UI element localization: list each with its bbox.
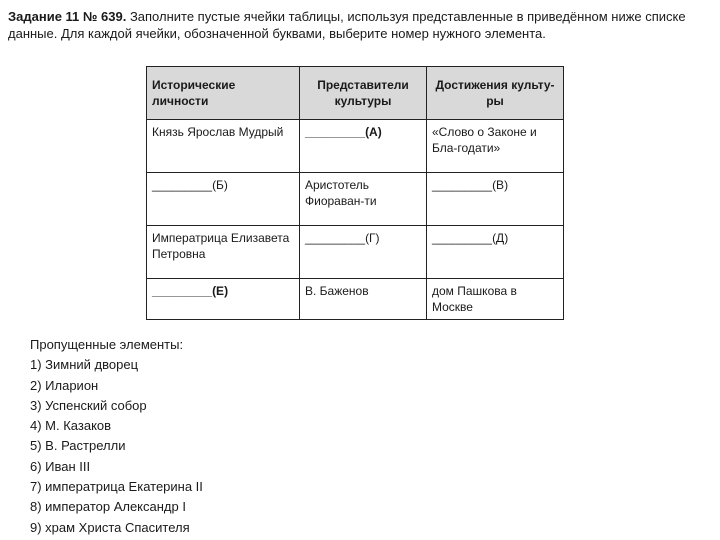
table-cell: Императрица Елизавета Петровна <box>147 226 300 279</box>
table-cell: Аристотель Фиораван-ти <box>300 173 427 226</box>
blank-cell-v[interactable]: _________(В) <box>427 173 564 226</box>
table-header-row <box>147 67 564 120</box>
header-historical-figures: Исторические личности <box>147 67 300 120</box>
table-row <box>147 173 564 226</box>
header-cultural-achievements: Достижения культу-ры <box>427 67 564 120</box>
table-cell: В. Баженов <box>300 279 427 320</box>
list-item: 7) императрица Екатерина II <box>30 479 203 495</box>
table-row <box>147 226 564 279</box>
table-cell: «Слово о Законе и Бла-годати» <box>427 120 564 173</box>
blank-cell-g[interactable]: _________(Г) <box>300 226 427 279</box>
list-item: 2) Иларион <box>30 377 99 393</box>
task-title: Задание 11 № 639. <box>8 9 127 24</box>
list-item: 6) Иван III <box>30 458 91 474</box>
answer-table <box>146 66 564 320</box>
header-culture-representatives: Представители культуры <box>300 67 427 120</box>
missing-elements-list <box>30 335 203 538</box>
table-row <box>147 120 564 173</box>
blank-cell-e[interactable]: _________(Е) <box>147 279 300 320</box>
list-item: 8) император Александр I <box>30 499 186 515</box>
list-item: 9) храм Христа Спасителя <box>30 519 190 535</box>
list-item: 3) Успенский собор <box>30 397 147 413</box>
blank-cell-b[interactable]: _________(Б) <box>147 173 300 226</box>
list-item: 5) В. Растрелли <box>30 438 126 454</box>
task-statement <box>8 8 712 42</box>
list-item: 4) М. Казаков <box>30 418 112 434</box>
table-row <box>147 279 564 320</box>
missing-elements-title: Пропущенные элементы: <box>30 337 184 352</box>
table-cell: дом Пашкова в Москве <box>427 279 564 320</box>
task-text: Заполните пустые ячейки таблицы, используя представленные в приведённом ниже списке данные. Для каждой ячейки, обозначенной буквами, выберите номер нужного элемента. <box>8 9 686 41</box>
table-cell: Князь Ярослав Мудрый <box>147 120 300 173</box>
blank-cell-a[interactable]: _________(А) <box>300 120 427 173</box>
list-item: 1) Зимний дворец <box>30 357 139 373</box>
blank-cell-d[interactable]: _________(Д) <box>427 226 564 279</box>
